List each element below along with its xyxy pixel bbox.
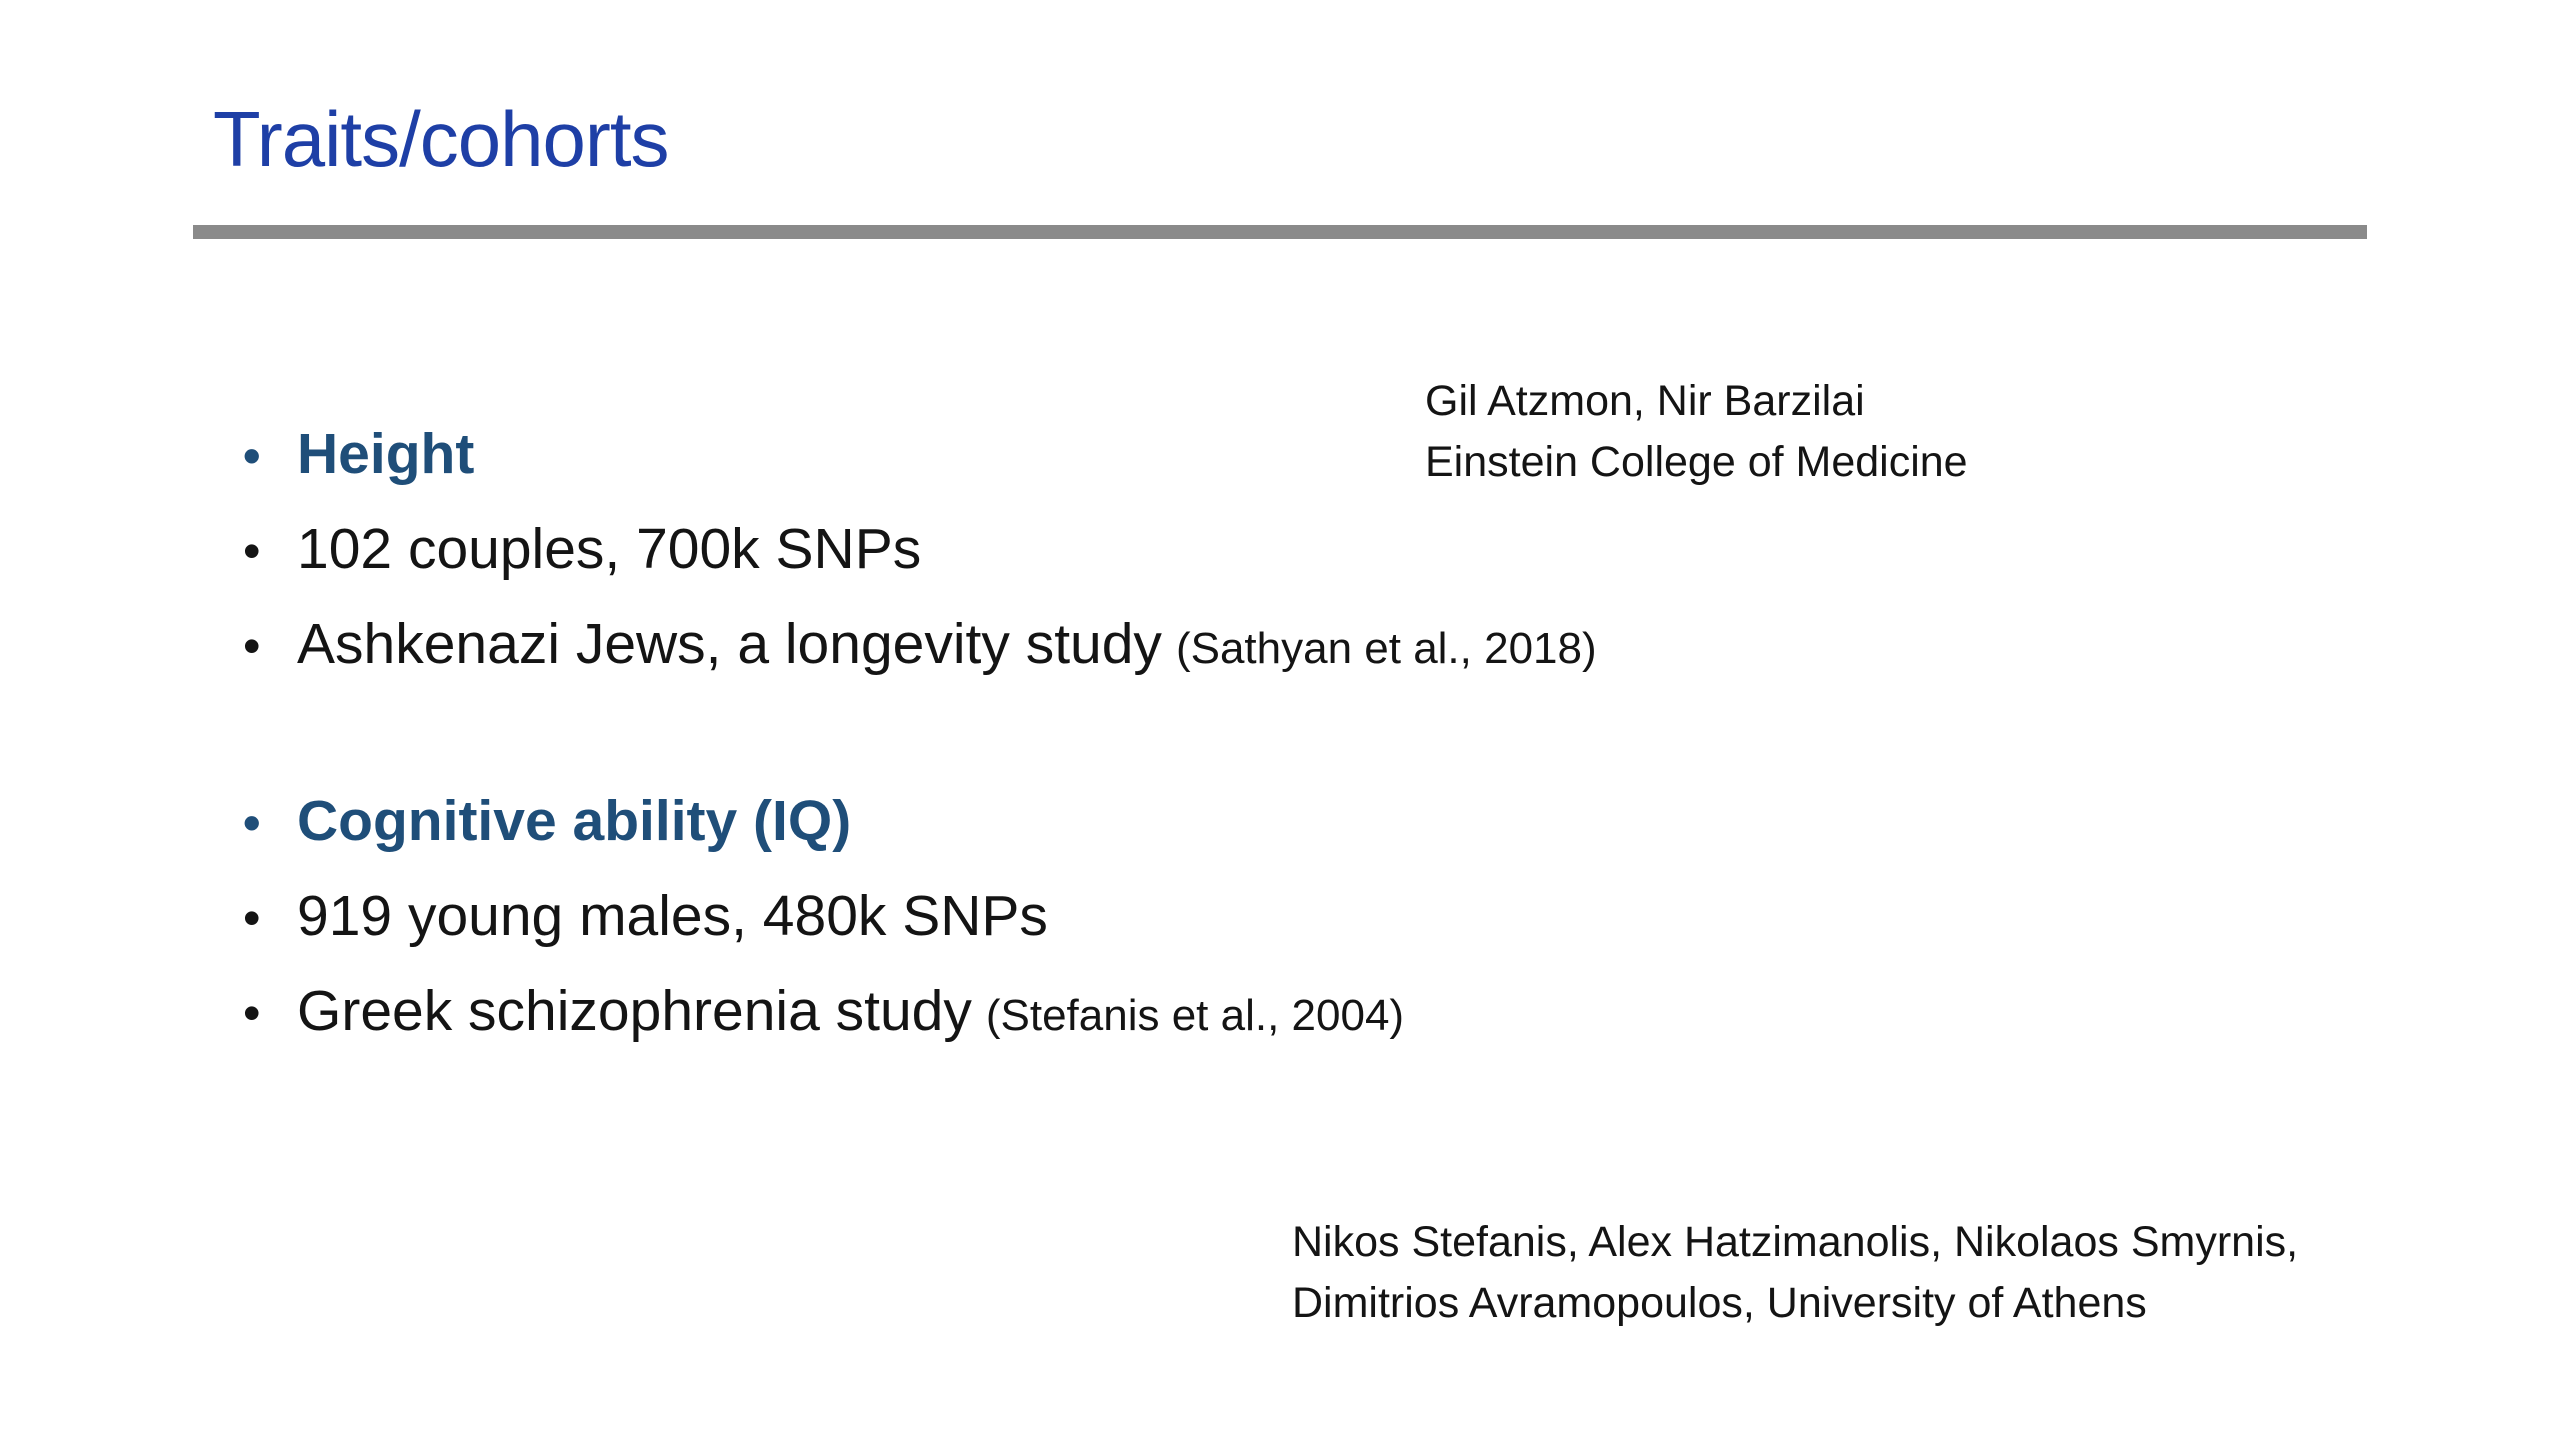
bullet-item-text: 919 young males, 480k SNPs [297,884,1048,948]
bullet-item-text: 102 couples, 700k SNPs [297,517,922,581]
bullet-item-citation: (Sathyan et al., 2018) [1175,624,1597,673]
slide-title: Traits/cohorts [213,95,669,183]
credit-line: Nikos Stefanis, Alex Hatzimanolis, Nikolaos Smyrnis, [1292,1218,2299,1266]
bullet-dot-icon: • [243,985,261,1041]
bullet-heading-label: Cognitive ability (IQ) [297,789,852,853]
title-underline-rule [193,225,2367,239]
group-spacer [243,710,1743,789]
bullet-list [243,422,1743,1077]
bullet-item-citation: (Stefanis et al., 2004) [985,991,1405,1040]
bullet-heading [243,789,1743,855]
credit-line: Einstein College of Medicine [1425,438,1968,486]
bullet-dot-icon: • [243,428,261,484]
credit-atzmon-barzilai [1425,371,1968,493]
bullet-item [243,517,1743,583]
bullet-heading-label: Height [297,422,475,486]
bullet-item-text: Greek schizophrenia study [297,979,972,1043]
bullet-dot-icon: • [243,795,261,851]
bullet-item [243,612,1743,681]
credit-line: Dimitrios Avramopoulos, University of Athens [1292,1279,2147,1327]
bullet-dot-icon: • [243,890,261,946]
credit-line: Gil Atzmon, Nir Barzilai [1425,377,1865,425]
bullet-dot-icon: • [243,523,261,579]
bullet-group-iq [243,789,1743,1048]
bullet-item [243,979,1743,1048]
bullet-dot-icon: • [243,618,261,674]
bullet-item-text: Ashkenazi Jews, a longevity study [297,612,1162,676]
credit-athens-team [1292,1212,2298,1334]
bullet-item [243,884,1743,950]
